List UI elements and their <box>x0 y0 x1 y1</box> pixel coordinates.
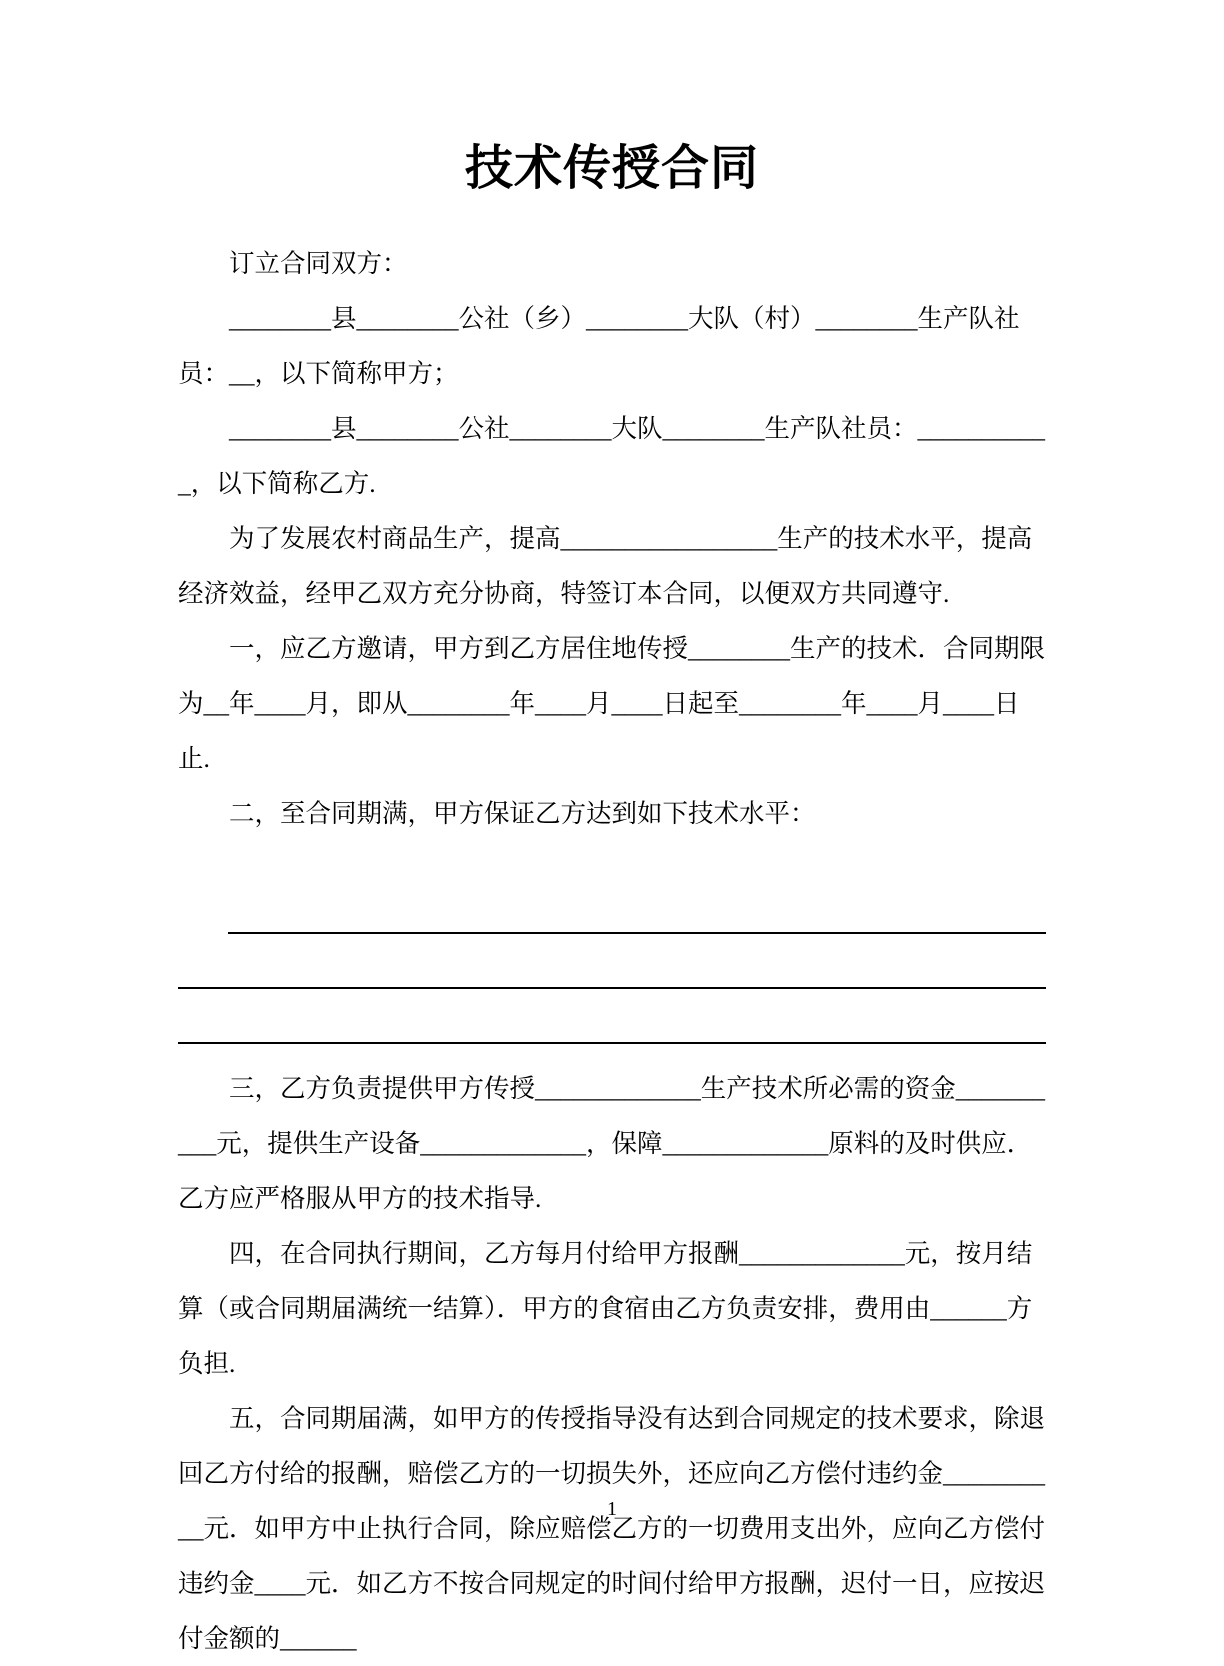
paragraph-party-b: ________县________公社________大队________生产队社员：___________，以下简称乙方. <box>178 414 1046 498</box>
paragraph-parties-heading: 订立合同双方： <box>178 249 408 278</box>
blank-spacer <box>178 841 1046 896</box>
fill-in-rule-line-1[interactable] <box>178 896 1046 951</box>
underline-rule <box>228 932 1046 934</box>
page-title: 技术传授合同 <box>464 140 759 196</box>
page-number: 1 <box>607 1498 617 1520</box>
fill-in-rule-line-3[interactable] <box>178 1006 1046 1061</box>
fill-in-rule-line-2[interactable] <box>178 951 1046 1006</box>
paragraph-clause-two: 二，至合同期满，甲方保证乙方达到如下技术水平： <box>178 799 816 828</box>
paragraph-party-a: ________县________公社（乡）________大队（村）________生产队社员：__，以下简称甲方； <box>178 304 1020 388</box>
document-body <box>178 236 1046 1666</box>
paragraph-clause-four: 四，在合同执行期间，乙方每月付给甲方报酬_____________元，按月结算（或合同期届满统一结算）．甲方的食宿由乙方负责安排，费用由______方负担. <box>178 1239 1033 1378</box>
paragraph-clause-five: 五，合同期届满，如甲方的传授指导没有达到合同规定的技术要求，除退回乙方付给的报酬，赔偿乙方的一切损失外，还应向乙方偿付违约金__________元．如甲方中止执行合同，除应赔偿乙方的一切费用支出外，应向乙方偿付违约金____元．如乙方不按合同规定的时间付给甲方报酬，迟付一日，应按迟付金额的______ <box>178 1404 1046 1653</box>
underline-rule <box>178 1042 1046 1044</box>
paragraph-clause-one: 一，应乙方邀请，甲方到乙方居住地传授________生产的技术．合同期限为__年____月，即从________年____月____日起至________年____月____日止. <box>178 634 1046 773</box>
paragraph-preamble: 为了发展农村商品生产，提高_________________生产的技术水平，提高经济效益，经甲乙双方充分协商，特签订本合同，以便双方共同遵守. <box>178 524 1033 608</box>
underline-rule <box>178 987 1046 989</box>
paragraph-clause-three: 三，乙方负责提供甲方传授_____________生产技术所必需的资金__________元，提供生产设备_____________，保障_____________原料的及时供应．乙方应严格服从甲方的技术指导. <box>178 1074 1046 1213</box>
